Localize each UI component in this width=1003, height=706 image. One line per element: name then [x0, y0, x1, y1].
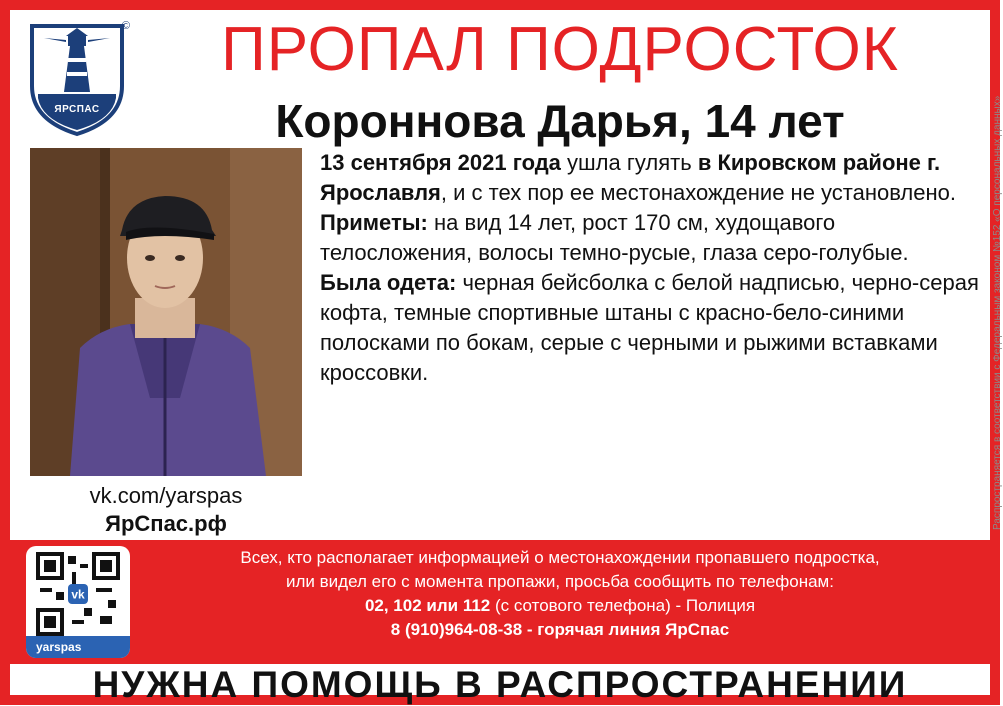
qr-code-icon: [36, 552, 120, 636]
description-circumstances: 13 сентября 2021 года ушла гулять в Кировском районе г. Ярославля, и с тех пор ее местонахождение не установлено.: [320, 150, 956, 205]
description-clothing: Была одета: черная бейсболка с белой надписью, черно-серая кофта, темные спортивные штаны с красно-бело-синими полосками по бокам, серые с черными и рыжими вставками кроссовки.: [320, 270, 979, 385]
qr-code[interactable]: [26, 546, 130, 658]
disappearance-place: в Кировском районе г. Ярославля: [320, 150, 941, 205]
missing-person-photo: [30, 148, 302, 476]
clothing-label: Была одета:: [320, 270, 457, 295]
site-link[interactable]: ЯрСпас.рф: [105, 511, 227, 536]
hotline-phone: 8 (910)964-08-38 - горячая линия ЯрСпас: [390, 620, 730, 639]
yarspas-logo: [22, 16, 132, 136]
vk-link[interactable]: vk.com/yarspas: [89, 483, 243, 508]
police-phones: 02, 102 или 112: [364, 596, 491, 615]
features-label: Приметы:: [320, 210, 428, 235]
legal-notice: Распространяется в соответствии с Федеральным законом №152 «О персональных данных»: [992, 95, 1003, 530]
missing-person-name: Короннова Дарья, 14 лет: [275, 95, 845, 147]
description-features: Приметы: на вид 14 лет, рост 170 см, худощавого телосложения, волосы темно-русые, глаза серо-голубые.: [320, 210, 909, 265]
band-line-3: 02, 102 или 112 (с сотового телефона) - Полиция: [364, 596, 756, 615]
poster-headline: ПРОПАЛ ПОДРОСТОК: [221, 15, 899, 84]
description: [320, 148, 980, 388]
contact-links: [30, 482, 302, 538]
logo-text: ЯРСПАС: [54, 104, 100, 115]
band-text: [140, 546, 980, 642]
lighthouse-shield-icon: [22, 16, 132, 136]
svg-text:vk: vk: [71, 587, 85, 602]
qr-label: yarspas: [26, 636, 130, 658]
copyright-mark: ©: [121, 20, 130, 32]
disappearance-date: 13 сентября 2021 года: [320, 150, 561, 175]
band-line-1: Всех, кто располагает информацией о местонахождении пропавшего подростка,: [240, 548, 880, 567]
contact-band: [10, 540, 990, 664]
band-line-2: или видел его с момента пропажи, просьба сообщить по телефонам:: [286, 572, 834, 591]
share-call-to-action: НУЖНА ПОМОЩЬ В РАСПРОСТРАНЕНИИ: [92, 664, 908, 705]
